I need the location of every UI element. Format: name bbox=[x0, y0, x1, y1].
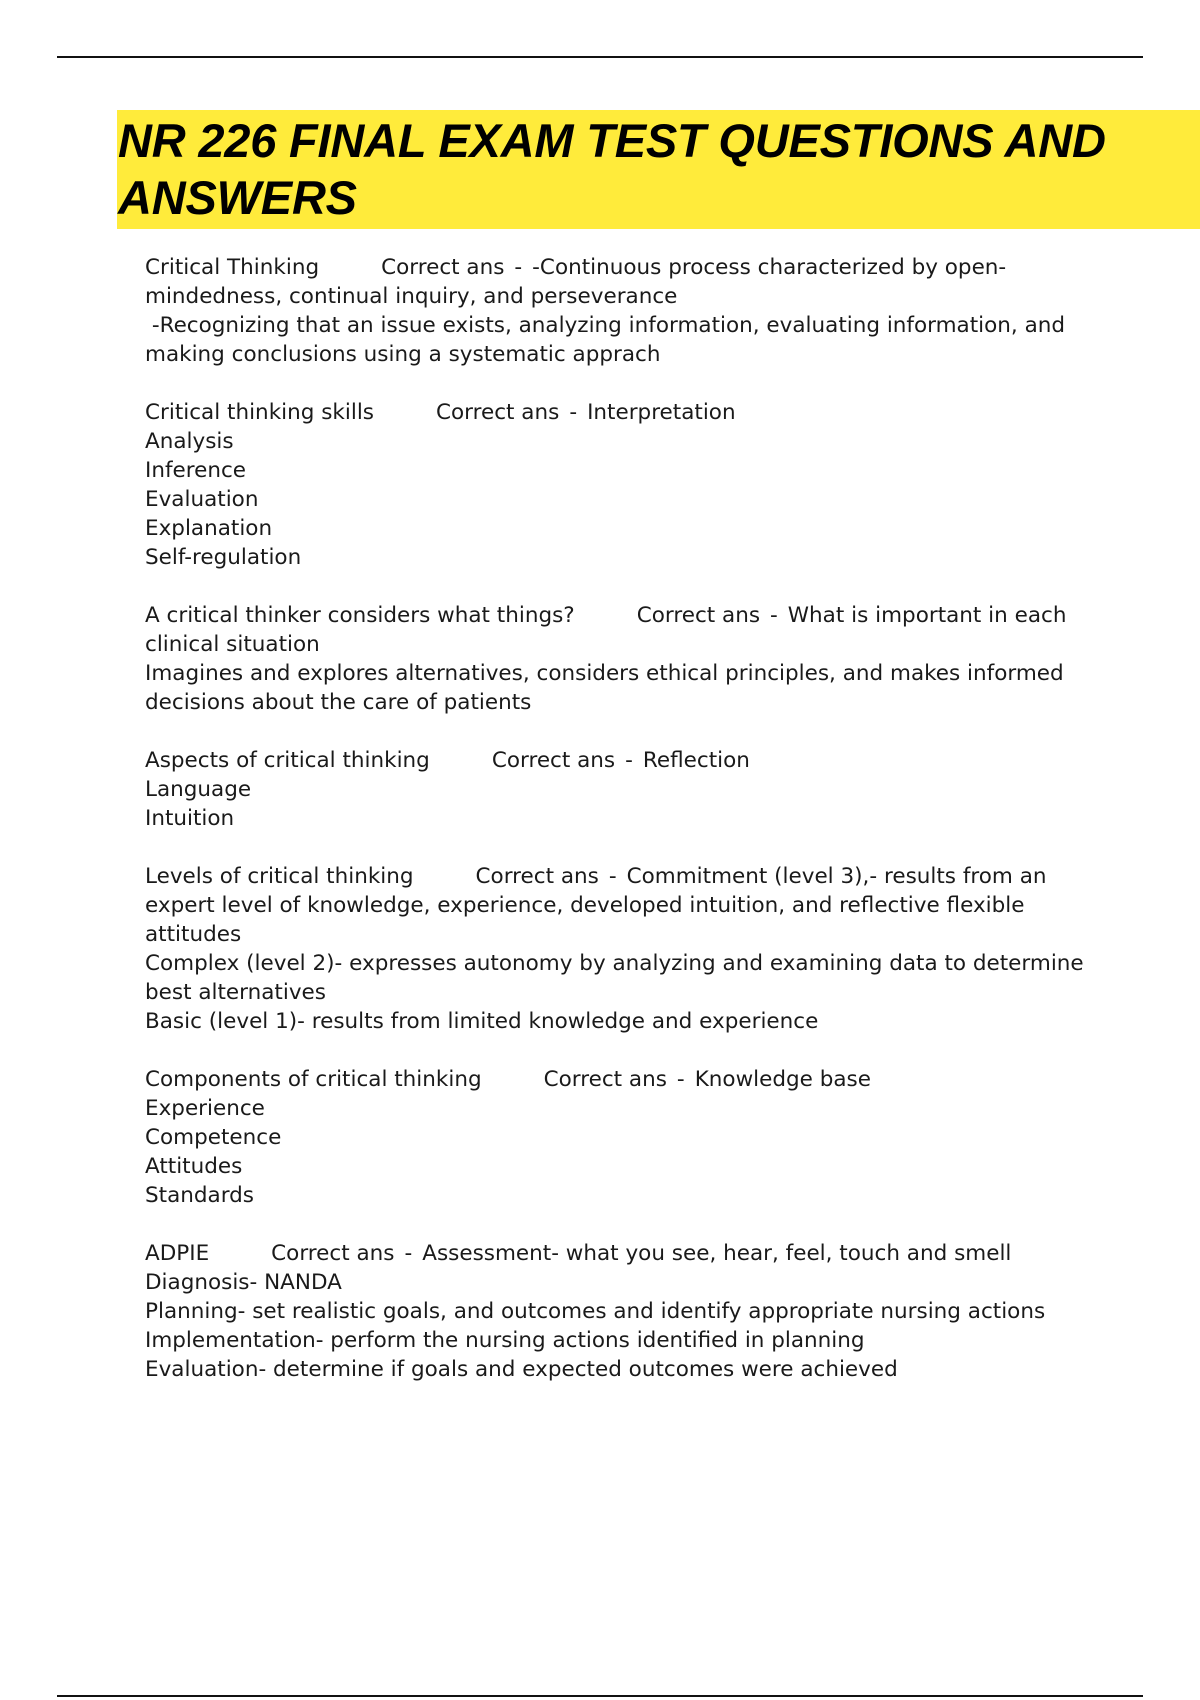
qa-first-line bbox=[145, 746, 1085, 775]
qa-item-aspects bbox=[145, 746, 1085, 833]
qa-item-critical-thinking bbox=[145, 253, 1085, 369]
qa-answer-line: Competence bbox=[145, 1125, 282, 1150]
qa-answer-line: Evaluation bbox=[145, 487, 259, 512]
qa-term: Critical thinking skills bbox=[145, 400, 374, 425]
answer-label: Correct ans bbox=[636, 603, 761, 628]
answer-label: Correct ans bbox=[491, 748, 616, 773]
qa-answer-first: Interpretation bbox=[587, 400, 736, 425]
qa-answer-line: Intuition bbox=[145, 806, 235, 831]
qa-first-line bbox=[145, 1239, 1085, 1268]
qa-answer-first: What is important in each bbox=[787, 603, 1067, 628]
answer-label: Correct ans bbox=[475, 864, 599, 889]
document-title: NR 226 FINAL EXAM TEST QUESTIONS AND ANSWERS bbox=[118, 114, 1106, 224]
qa-item-adpie bbox=[145, 1239, 1085, 1384]
qa-term: Levels of critical thinking bbox=[145, 864, 414, 889]
qa-answer-line: Imagines and explores alternatives, considers ethical principles, and makes informed bbox=[145, 661, 1064, 686]
title-banner bbox=[117, 110, 1200, 229]
qa-answer-line: decisions about the care of patients bbox=[145, 690, 532, 715]
qa-first-line bbox=[145, 601, 1085, 630]
qa-answer-line: Experience bbox=[145, 1096, 265, 1121]
qa-answer-first: Assessment- what you see, hear, feel, touch and smell bbox=[422, 1241, 1012, 1266]
qa-item-levels bbox=[145, 862, 1085, 1036]
qa-answer-line: attitudes bbox=[145, 922, 242, 947]
qa-first-line bbox=[145, 253, 1085, 282]
qa-answer-line: clinical situation bbox=[145, 632, 320, 657]
answer-separator: - bbox=[770, 603, 778, 628]
answer-separator: - bbox=[569, 400, 578, 425]
qa-term: A critical thinker considers what things? bbox=[145, 603, 575, 628]
qa-term: ADPIE bbox=[145, 1241, 210, 1266]
answer-separator: - bbox=[608, 864, 617, 889]
qa-answer-line: Implementation- perform the nursing actions identified in planning bbox=[145, 1328, 865, 1353]
qa-first-line bbox=[145, 862, 1085, 891]
answer-label: Correct ans bbox=[436, 400, 560, 425]
top-rule bbox=[57, 56, 1143, 58]
qa-answer-first: Reflection bbox=[642, 748, 750, 773]
qa-answer-line: -Recognizing that an issue exists, analyzing information, evaluating information, and bbox=[145, 313, 1066, 338]
qa-item-critical-thinker bbox=[145, 601, 1085, 717]
qa-answer-line: Planning- set realistic goals, and outcomes and identify appropriate nursing actions bbox=[145, 1299, 1046, 1324]
answer-label: Correct ans bbox=[543, 1067, 667, 1092]
qa-term: Components of critical thinking bbox=[145, 1067, 482, 1092]
qa-answer-line: Complex (level 2)- expresses autonomy by analyzing and examining data to determine bbox=[145, 951, 1084, 976]
answer-separator: - bbox=[625, 748, 633, 773]
qa-item-components bbox=[145, 1065, 1085, 1210]
qa-answer-line: Self-regulation bbox=[145, 545, 302, 570]
qa-answer-line: best alternatives bbox=[145, 980, 326, 1005]
qa-answer-first: -Continuous process characterized by open- bbox=[532, 255, 1007, 280]
qa-answer-first: Commitment (level 3),- results from an bbox=[626, 864, 1047, 889]
qa-answer-line: Attitudes bbox=[145, 1154, 243, 1179]
qa-answer-line: Explanation bbox=[145, 516, 273, 541]
qa-list bbox=[145, 253, 1085, 1413]
qa-answer-line: expert level of knowledge, experience, developed intuition, and reflective flexible bbox=[145, 893, 1025, 918]
answer-label: Correct ans bbox=[381, 255, 505, 280]
qa-first-line bbox=[145, 398, 1085, 427]
bottom-rule bbox=[57, 1695, 1143, 1697]
qa-answer-line: Basic (level 1)- results from limited knowledge and experience bbox=[145, 1009, 819, 1034]
qa-answer-first: Knowledge base bbox=[694, 1067, 871, 1092]
answer-separator: - bbox=[514, 255, 523, 280]
answer-separator: - bbox=[676, 1067, 685, 1092]
qa-answer-line: Analysis bbox=[145, 429, 234, 454]
qa-term: Critical Thinking bbox=[145, 255, 320, 280]
qa-term: Aspects of critical thinking bbox=[145, 748, 430, 773]
qa-answer-line: Diagnosis- NANDA bbox=[145, 1270, 342, 1295]
qa-answer-line: Evaluation- determine if goals and expected outcomes were achieved bbox=[145, 1357, 898, 1382]
qa-answer-line: Standards bbox=[145, 1183, 255, 1208]
qa-answer-line: making conclusions using a systematic apprach bbox=[145, 342, 661, 367]
answer-label: Correct ans bbox=[271, 1241, 395, 1266]
qa-item-critical-thinking-skills bbox=[145, 398, 1085, 572]
qa-answer-line: Language bbox=[145, 777, 252, 802]
answer-separator: - bbox=[404, 1241, 413, 1266]
qa-answer-line: Inference bbox=[145, 458, 247, 483]
qa-answer-line: mindedness, continual inquiry, and perseverance bbox=[145, 284, 678, 309]
qa-first-line bbox=[145, 1065, 1085, 1094]
